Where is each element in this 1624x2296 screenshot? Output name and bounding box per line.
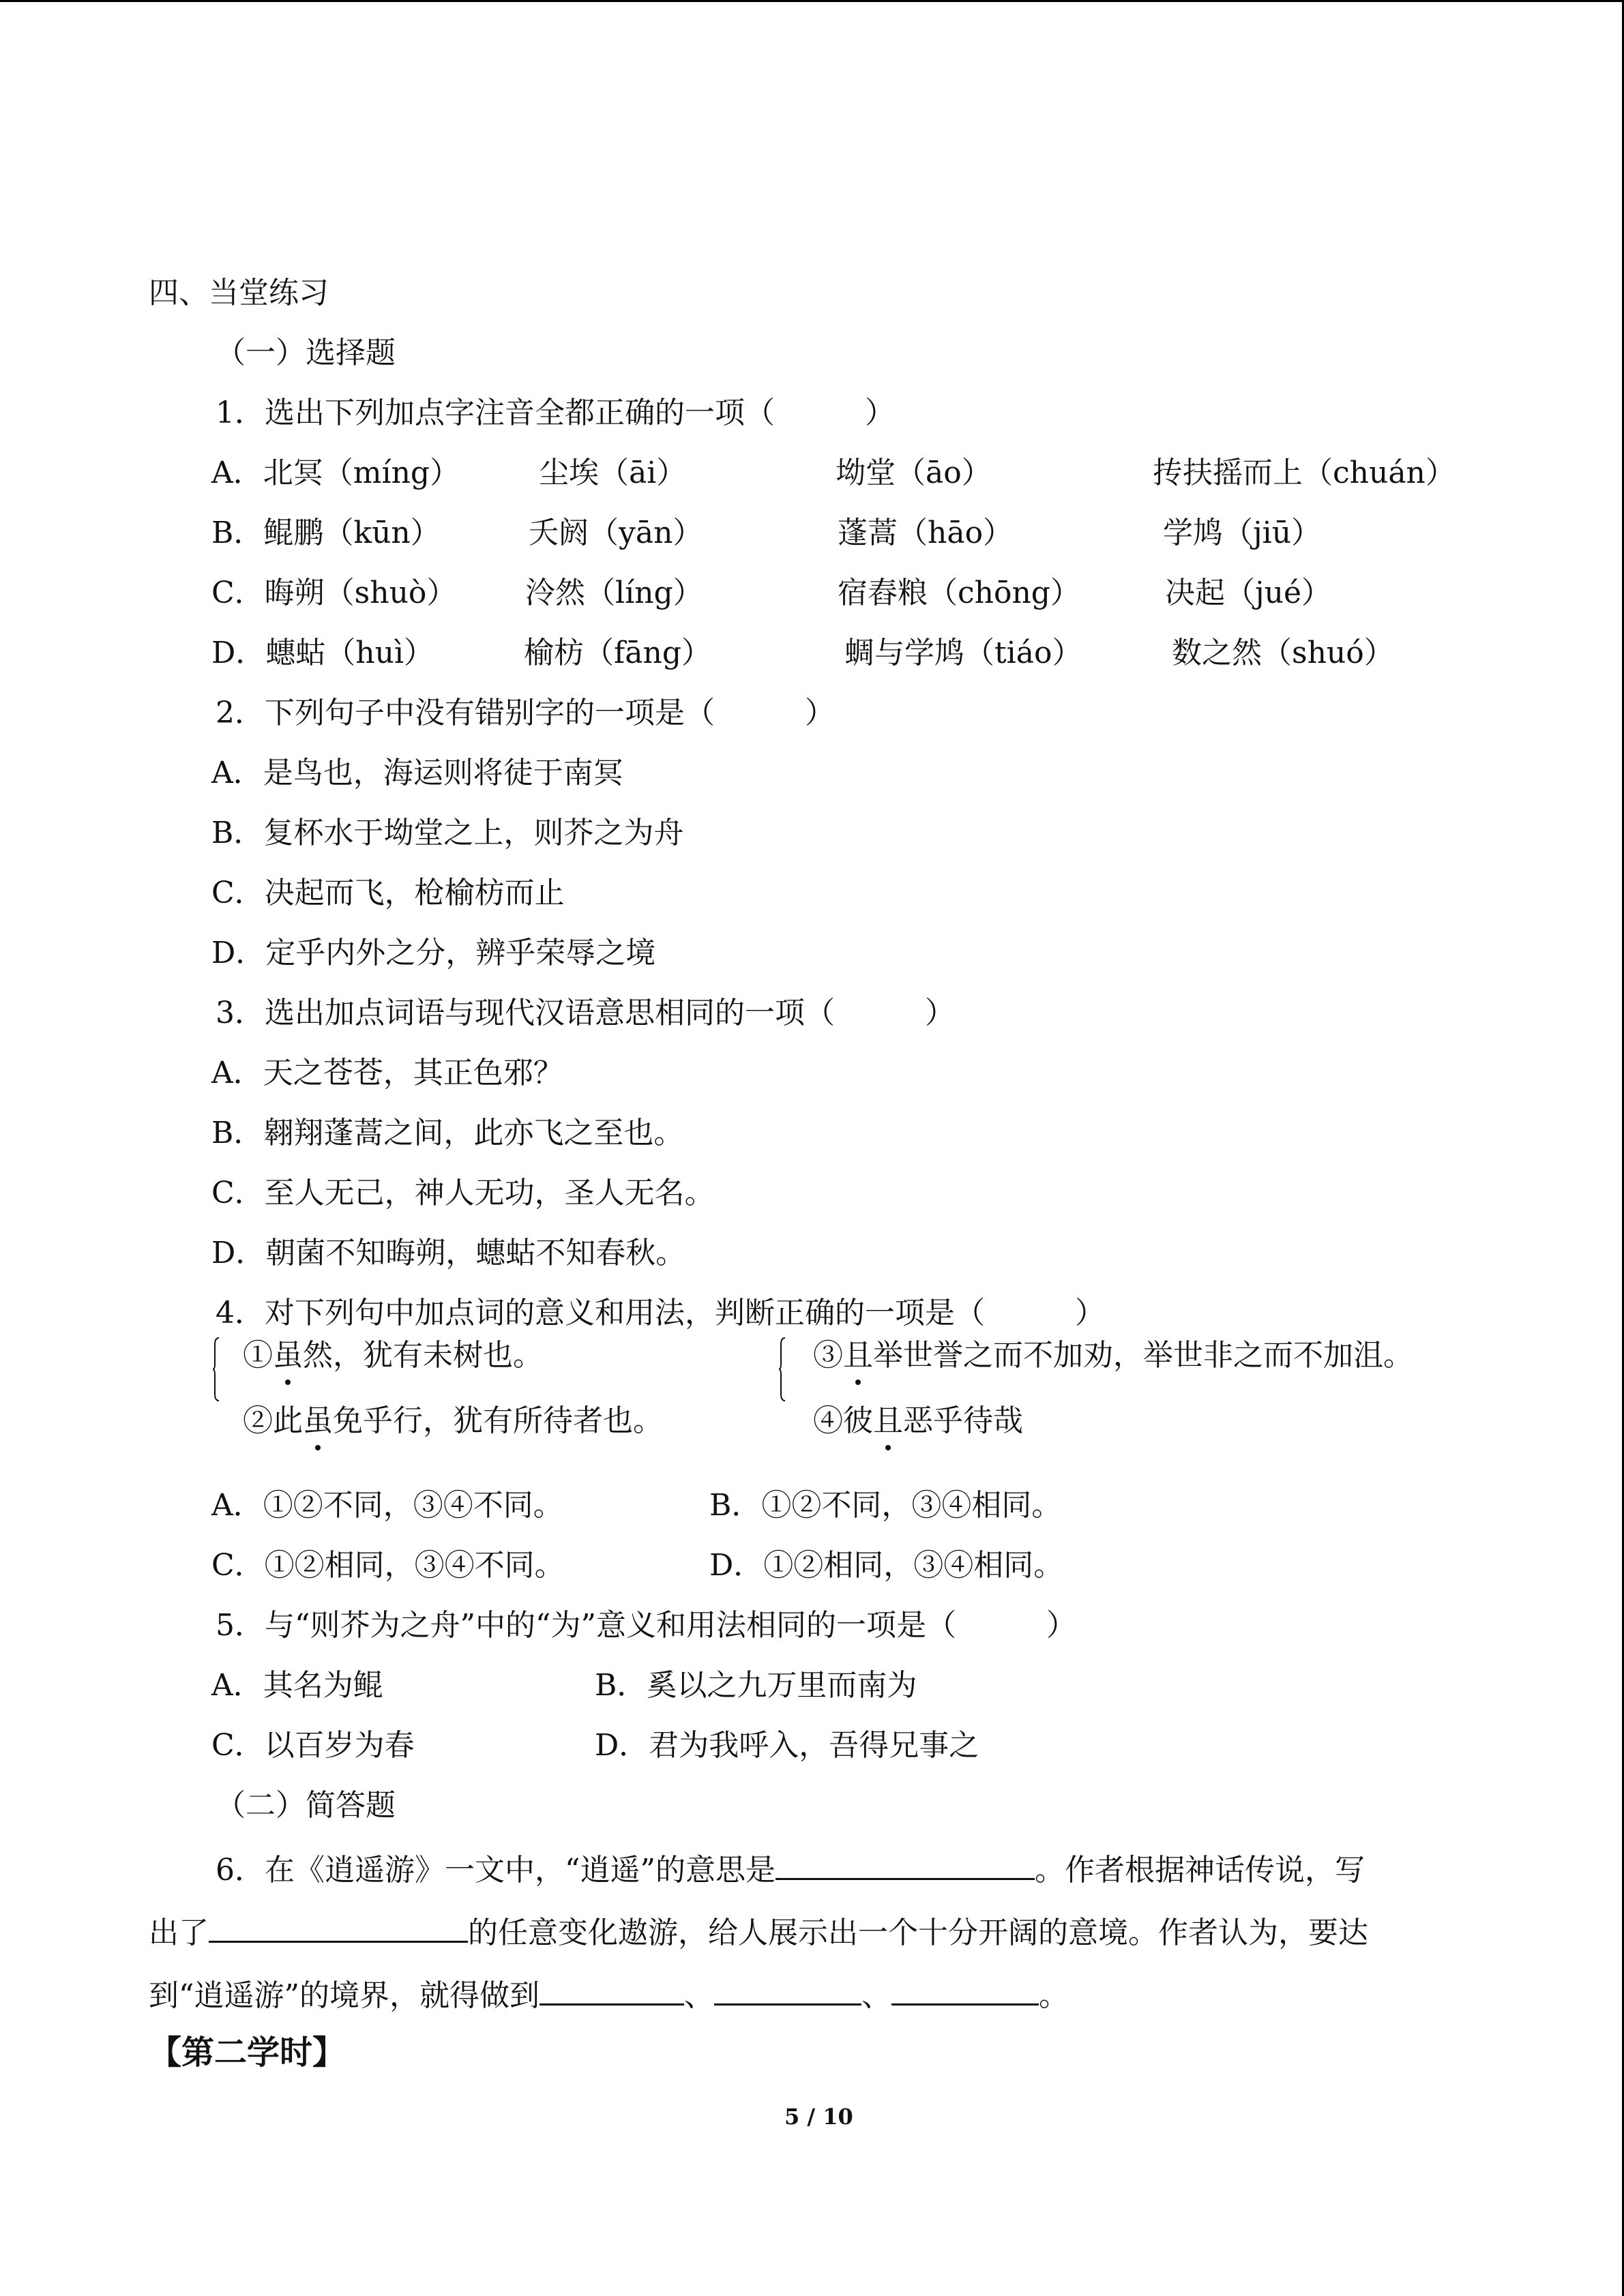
q4-item-2-dotted: 虽 [303, 1403, 333, 1438]
q4-item-4-dotted: 且 [873, 1403, 903, 1438]
q2-option-d: D．定乎内外之分，辨乎荣辱之境 [211, 936, 656, 970]
q6-blank-3[interactable] [540, 1976, 684, 2006]
q2-option-c: C．决起而飞，枪榆枋而止 [211, 876, 565, 910]
q4-item-1-dotted: 虽 [273, 1338, 303, 1373]
q4-item-2-pre: ②此 [243, 1403, 303, 1438]
q3-stem: 3．选出加点词语与现代汉语意思相同的一项（ ） [216, 996, 955, 1030]
q1-d-1: D．蟪蛄（huì） [211, 636, 434, 670]
q6-text-2: 。作者根据神话传说，写 [1034, 1853, 1365, 1888]
q6-end: 。 [1039, 1978, 1069, 2013]
q1-b-1: B．鲲鹏（kūn） [211, 516, 441, 550]
q6-sep-1: 、 [684, 1978, 714, 2013]
q4-item-4-post: 恶乎待哉 [903, 1403, 1023, 1438]
q4-item-4 [813, 1403, 1023, 1438]
q1-b-3: 蓬蒿（hāo） [838, 516, 1014, 550]
q6-blank-1[interactable] [776, 1851, 1035, 1880]
q6-blank-4[interactable] [714, 1976, 861, 2006]
right-brace [779, 1337, 786, 1402]
q5-option-a: A．其名为鲲 [211, 1668, 383, 1703]
q4-item-2 [243, 1403, 663, 1438]
q6-text-3: 出了 [149, 1915, 209, 1950]
second-lesson-heading: 【第二学时】 [149, 2033, 346, 2072]
q1-d-2: 榆枋（fāng） [524, 636, 712, 670]
q6-text-4: 的任意变化遨游，给人展示出一个十分开阔的意境。作者认为，要达 [468, 1915, 1368, 1950]
q5-option-d: D．君为我呼入，吾得兄事之 [595, 1728, 979, 1763]
q6-line-3 [149, 1976, 1069, 2011]
q4-item-1-post: 然，犹有未树也。 [303, 1338, 543, 1373]
q2-stem: 2．下列句子中没有错别字的一项是（ ） [216, 696, 835, 730]
q1-d-3: 蜩与学鸠（tiáo） [844, 636, 1082, 670]
q1-a-4: 抟扶摇而上（chuán） [1153, 456, 1456, 490]
q6-blank-5[interactable] [891, 1976, 1039, 2006]
q4-stem: 4．对下列句中加点词的意义和用法，判断正确的一项是（ ） [216, 1296, 1105, 1330]
q4-option-b: B．①②不同，③④相同。 [709, 1488, 1062, 1523]
q6-sep-2: 、 [861, 1978, 891, 2013]
q5-option-c: C．以百岁为春 [211, 1728, 415, 1763]
q4-option-c: C．①②相同，③④不同。 [211, 1548, 565, 1583]
q6-text-5: 到“逍遥游”的境界，就得做到 [149, 1978, 540, 2013]
q1-stem: 1．选出下列加点字注音全都正确的一项（ ） [216, 396, 895, 430]
q4-item-1 [243, 1338, 543, 1373]
subsection-choice: （一）选择题 [216, 336, 396, 370]
left-brace [213, 1337, 220, 1402]
q1-c-2: 泠然（líng） [525, 576, 703, 610]
q6-blank-2[interactable] [209, 1913, 468, 1943]
q3-option-a: A．天之苍苍，其正色邪？ [211, 1056, 563, 1090]
q1-b-2: 夭阏（yān） [529, 516, 703, 550]
q4-item-1-pre: ① [243, 1338, 273, 1373]
q3-option-d: D．朝菌不知晦朔，蟪蛄不知春秋。 [211, 1236, 686, 1270]
top-border [0, 0, 1624, 2]
q6-line-1 [216, 1851, 1365, 1888]
q4-item-3-dotted: 且 [843, 1338, 873, 1373]
q3-option-b: B．翱翔蓬蒿之间，此亦飞之至也。 [211, 1116, 684, 1150]
q1-c-1: C．晦朔（shuò） [211, 576, 457, 610]
q6-text-1: 6．在《逍遥游》一文中，“逍遥”的意思是 [216, 1853, 776, 1888]
q5-option-b: B．奚以之九万里而南为 [595, 1668, 917, 1703]
q2-option-a: A．是鸟也，海运则将徒于南冥 [211, 756, 623, 790]
subsection-short-answer: （二）简答题 [216, 1788, 396, 1823]
q1-c-4: 决起（jué） [1165, 576, 1332, 610]
q3-option-c: C．至人无己，神人无功，圣人无名。 [211, 1176, 715, 1210]
q5-stem: 5．与“则芥为之舟”中的“为”意义和用法相同的一项是（ ） [216, 1608, 1076, 1643]
page-number: 5 / 10 [784, 2104, 853, 2130]
q6-line-2 [149, 1913, 1368, 1948]
q1-a-1: A．北冥（míng） [211, 456, 460, 490]
q4-item-2-post: 免乎行，犹有所待者也。 [333, 1403, 663, 1438]
q1-c-3: 宿舂粮（chōng） [838, 576, 1080, 610]
q4-option-a: A．①②不同，③④不同。 [211, 1488, 563, 1523]
section-title: 四、当堂练习 [149, 275, 329, 310]
q1-a-2: 尘埃（āi） [539, 456, 687, 490]
q4-item-3-post: 举世誉之而不加劝，举世非之而不加沮。 [873, 1338, 1413, 1373]
q1-b-4: 学鸠（jiū） [1163, 516, 1322, 550]
q2-option-b: B．复杯水于坳堂之上，则芥之为舟 [211, 816, 684, 850]
q1-d-4: 数之然（shuó） [1172, 636, 1394, 670]
q1-a-3: 坳堂（āo） [836, 456, 992, 490]
q4-option-d: D．①②相同，③④相同。 [709, 1548, 1064, 1583]
q4-item-3 [813, 1338, 1413, 1373]
q4-item-4-pre: ④彼 [813, 1403, 873, 1438]
q4-item-3-pre: ③ [813, 1338, 843, 1373]
